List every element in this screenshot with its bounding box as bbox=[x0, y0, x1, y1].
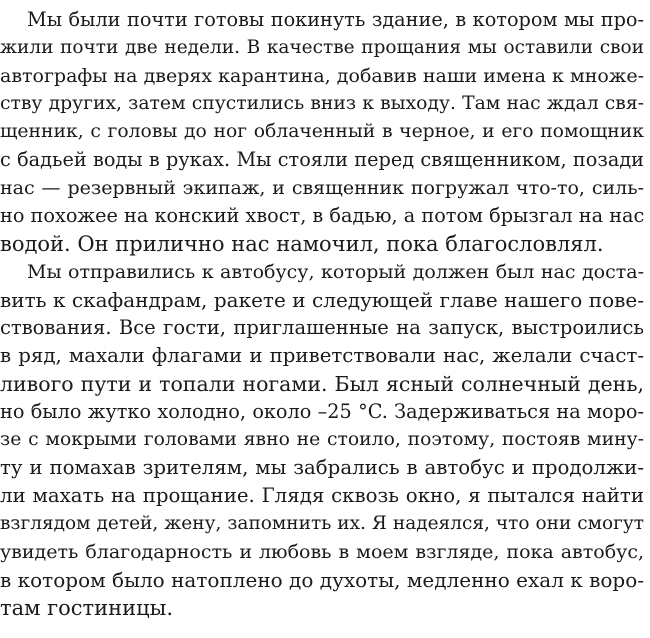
text-line: зе с мокрыми головами явно не стоило, поэтому, постояв мину- bbox=[0, 429, 644, 450]
text-line: ли махать на прощание. Глядя сквозь окно, я пытался найти bbox=[0, 484, 644, 507]
text-line: увидеть благодарность и любовь в моем взгляде, пока автобус, bbox=[0, 541, 644, 563]
text-line: ту и помахав зрителям, мы забрались в автобус и продолжи- bbox=[0, 456, 644, 479]
text-line: в ряд, махали флагами и приветствовали нас, желали счаст- bbox=[0, 344, 644, 367]
text-line: нас — резервный экипаж, и священник погружал что-то, силь- bbox=[0, 177, 644, 199]
text-line: там гостиницы. bbox=[0, 596, 174, 620]
text-line: с бадьей воды в руках. Мы стояли перед священником, позади bbox=[0, 148, 644, 171]
text-line: но похожее на конский хвост, в бадью, а потом брызгал на нас bbox=[0, 204, 645, 227]
text-line: но было жутко холодно, около –25 °C. Задерживаться на моро- bbox=[0, 400, 644, 423]
text-line: взглядом детей, жену, запомнить их. Я надеялся, что они смогут bbox=[0, 513, 644, 534]
text-line: ствования. Все гости, приглашенные на запуск, выстроились bbox=[0, 316, 644, 339]
text-line: щенник, с головы до ног облаченный в черное, и его помощник bbox=[0, 121, 644, 142]
text-line: ливого пути и топали ногами. Был ясный солнечный день, bbox=[0, 372, 644, 396]
text-line: Мы отправились к автобусу, который должен был нас доста- bbox=[27, 261, 644, 283]
text-line: водой. Он прилично нас намочил, пока благословлял. bbox=[0, 232, 604, 256]
text-line: жили почти две недели. В качестве прощания мы оставили свои bbox=[0, 37, 644, 58]
text-line: вить к скафандрам, ракете и следующей главе нашего пове- bbox=[0, 288, 644, 312]
text-line: автографы на дверях карантина, добавив наши имена к множе- bbox=[0, 65, 644, 87]
text-line: Мы были почти готовы покинуть здание, в котором мы про- bbox=[27, 8, 644, 31]
text-line: ству других, затем спустились вниз к выходу. Там нас ждал свя- bbox=[0, 93, 644, 114]
text-line: в котором было натоплено до духоты, медленно ехал к воро- bbox=[0, 568, 645, 592]
